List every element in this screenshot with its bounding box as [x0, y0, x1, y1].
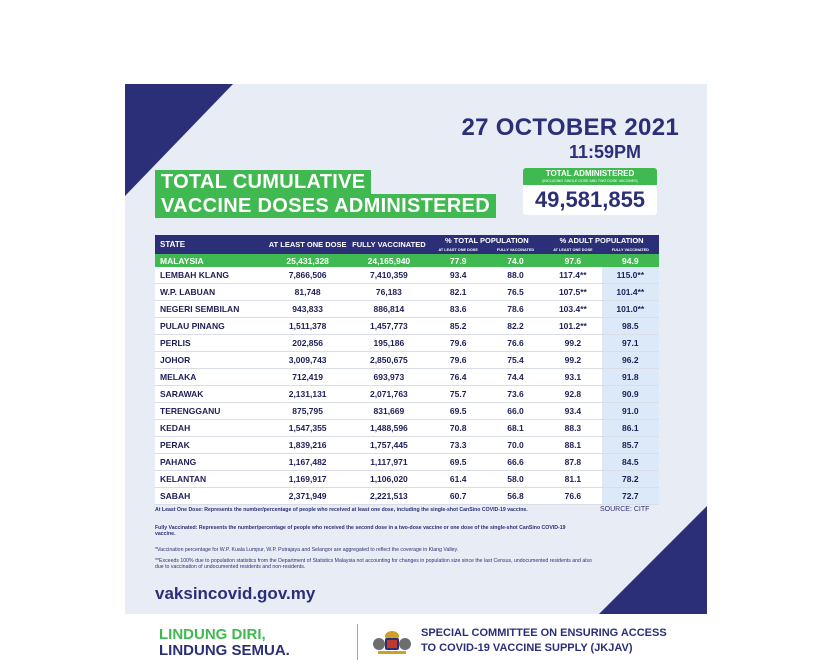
total-label: TOTAL ADMINISTERED — [523, 168, 657, 179]
cell-pct-total-full: 66.0 — [487, 403, 544, 420]
total-sublabel: (INCLUDING SINGLE DOSE AND TWO DOSE VACCINES) — [523, 179, 657, 185]
cell-at-least-one: 7,866,506 — [267, 267, 348, 284]
header-pct-total: % TOTAL POPULATION — [430, 235, 545, 247]
cell-pct-total-one: 61.4 — [430, 471, 487, 488]
cell-pct-adult-one: 99.2 — [544, 335, 601, 352]
cell-fully: 831,669 — [348, 403, 429, 420]
cell-state: PERAK — [155, 437, 267, 454]
cell-at-least-one: 202,856 — [267, 335, 348, 352]
table-row — [155, 403, 659, 420]
cell-state: PAHANG — [155, 454, 267, 471]
cell-pct-total-full: 88.0 — [487, 267, 544, 284]
cell-pct-adult-one: 93.1 — [544, 369, 601, 386]
cell-state: KELANTAN — [155, 471, 267, 488]
note-star: *Vaccination percentage for W.P. Kuala Lumpur, W.P. Putrajaya and Selangor are aggregated to reflect the coverage in Klang Valley. — [155, 547, 459, 553]
cell-at-least-one: 2,131,131 — [267, 386, 348, 403]
cell-fully: 693,973 — [348, 369, 429, 386]
cell-fully: 24,165,940 — [348, 254, 429, 267]
cell-pct-adult-one: 87.8 — [544, 454, 601, 471]
cell-pct-total-one: 85.2 — [430, 318, 487, 335]
table-row — [155, 488, 659, 505]
table-row-malaysia — [155, 254, 659, 267]
cell-pct-total-full: 66.6 — [487, 454, 544, 471]
table-row — [155, 301, 659, 318]
cell-pct-total-one: 75.7 — [430, 386, 487, 403]
cell-pct-adult-one: 107.5** — [544, 284, 601, 301]
cell-pct-adult-full: 85.7 — [602, 437, 659, 454]
footer-bar — [125, 614, 707, 668]
cell-at-least-one: 1,169,917 — [267, 471, 348, 488]
cell-pct-adult-full: 84.5 — [602, 454, 659, 471]
cell-state: SARAWAK — [155, 386, 267, 403]
cell-pct-total-one: 82.1 — [430, 284, 487, 301]
cell-at-least-one: 1,511,378 — [267, 318, 348, 335]
subheader-adult-one: AT LEAST ONE DOSE — [544, 247, 601, 254]
committee-line2: TO COVID-19 VACCINE SUPPLY (JKJAV) — [421, 642, 633, 654]
cell-pct-adult-one: 88.3 — [544, 420, 601, 437]
header-fully: FULLY VACCINATED — [348, 235, 429, 254]
report-time: 11:59PM — [568, 142, 641, 162]
cell-pct-adult-one: 76.6 — [544, 488, 601, 505]
table-row — [155, 318, 659, 335]
cell-at-least-one: 1,167,482 — [267, 454, 348, 471]
header-pct-adult: % ADULT POPULATION — [544, 235, 659, 247]
subheader-adult-full: FULLY VACCINATED — [602, 247, 659, 254]
cell-pct-adult-full: 96.2 — [602, 352, 659, 369]
cell-pct-adult-one: 92.8 — [544, 386, 601, 403]
header-state: STATE — [155, 235, 267, 254]
cell-pct-adult-one: 88.1 — [544, 437, 601, 454]
table-row — [155, 369, 659, 386]
cell-state: NEGERI SEMBILAN — [155, 301, 267, 318]
header-at-least-one: AT LEAST ONE DOSE — [267, 235, 348, 254]
cell-pct-adult-full: 91.0 — [602, 403, 659, 420]
cell-state: LEMBAH KLANG — [155, 267, 267, 284]
report-date: 27 OCTOBER 2021 — [461, 114, 679, 141]
cell-state: KEDAH — [155, 420, 267, 437]
cell-fully: 2,221,513 — [348, 488, 429, 505]
corner-decoration-bottom-right — [599, 506, 707, 614]
cell-pct-total-one: 60.7 — [430, 488, 487, 505]
cell-at-least-one: 2,371,949 — [267, 488, 348, 505]
cell-pct-total-one: 76.4 — [430, 369, 487, 386]
table-row — [155, 454, 659, 471]
cell-state: MELAKA — [155, 369, 267, 386]
cell-fully: 7,410,359 — [348, 267, 429, 284]
cell-pct-adult-full: 98.5 — [602, 318, 659, 335]
note-at-least-one: At Least One Dose: Represents the number/percentage of people who received at least one dose, including the single-shot CanSino COVID-19 vaccine. — [155, 507, 528, 513]
cell-fully: 1,488,596 — [348, 420, 429, 437]
total-value: 49,581,855 — [523, 185, 657, 215]
cell-at-least-one: 81,748 — [267, 284, 348, 301]
cell-at-least-one: 943,833 — [267, 301, 348, 318]
coat-of-arms-icon — [370, 628, 414, 656]
vaccination-table — [155, 235, 659, 505]
cell-pct-total-one: 69.5 — [430, 454, 487, 471]
slogan-line1: LINDUNG DIRI, — [159, 626, 266, 643]
cell-pct-total-full: 74.0 — [487, 254, 544, 267]
cell-pct-total-full: 78.6 — [487, 301, 544, 318]
table-row — [155, 267, 659, 284]
cell-pct-total-full: 76.5 — [487, 284, 544, 301]
cell-fully: 1,106,020 — [348, 471, 429, 488]
cell-pct-total-one: 73.3 — [430, 437, 487, 454]
cell-pct-adult-full: 78.2 — [602, 471, 659, 488]
cell-state: PULAU PINANG — [155, 318, 267, 335]
cell-pct-adult-full: 72.7 — [602, 488, 659, 505]
table-row — [155, 386, 659, 403]
cell-pct-adult-full: 90.9 — [602, 386, 659, 403]
cell-pct-adult-full: 101.4** — [602, 284, 659, 301]
cell-pct-adult-full: 115.0** — [602, 267, 659, 284]
cell-state: MALAYSIA — [155, 254, 267, 267]
cell-pct-adult-full: 86.1 — [602, 420, 659, 437]
note-fully: Fully Vaccinated: Represents the number/percentage of people who received the second dose in a two-dose vaccine or one dose of the single-shot CanSino COVID-19 vaccine. — [155, 525, 566, 537]
table-row — [155, 335, 659, 352]
cell-fully: 1,117,971 — [348, 454, 429, 471]
cell-at-least-one: 712,419 — [267, 369, 348, 386]
cell-at-least-one: 1,839,216 — [267, 437, 348, 454]
cell-at-least-one: 3,009,743 — [267, 352, 348, 369]
cell-pct-adult-one: 93.4 — [544, 403, 601, 420]
cell-pct-total-full: 58.0 — [487, 471, 544, 488]
cell-state: SABAH — [155, 488, 267, 505]
cell-state: W.P. LABUAN — [155, 284, 267, 301]
subheader-total-one: AT LEAST ONE DOSE — [430, 247, 487, 254]
cell-fully: 76,183 — [348, 284, 429, 301]
slogan-line2: LINDUNG SEMUA. — [159, 642, 290, 659]
cell-pct-total-one: 70.8 — [430, 420, 487, 437]
cell-pct-total-full: 76.6 — [487, 335, 544, 352]
cell-pct-adult-one: 103.4** — [544, 301, 601, 318]
cell-pct-adult-one: 101.2** — [544, 318, 601, 335]
cell-pct-total-one: 83.6 — [430, 301, 487, 318]
cell-pct-adult-full: 101.0** — [602, 301, 659, 318]
cell-state: TERENGGANU — [155, 403, 267, 420]
cell-pct-adult-full: 91.8 — [602, 369, 659, 386]
cell-fully: 886,814 — [348, 301, 429, 318]
table-row — [155, 437, 659, 454]
cell-pct-total-full: 56.8 — [487, 488, 544, 505]
cell-pct-adult-one: 99.2 — [544, 352, 601, 369]
cell-pct-adult-one: 81.1 — [544, 471, 601, 488]
cell-pct-total-full: 70.0 — [487, 437, 544, 454]
cell-pct-total-full: 82.2 — [487, 318, 544, 335]
cell-state: PERLIS — [155, 335, 267, 352]
cell-pct-adult-one: 97.6 — [544, 254, 601, 267]
cell-at-least-one: 875,795 — [267, 403, 348, 420]
cell-at-least-one: 1,547,355 — [267, 420, 348, 437]
cell-pct-total-one: 69.5 — [430, 403, 487, 420]
headline-line1: TOTAL CUMULATIVE — [155, 170, 371, 194]
cell-state: JOHOR — [155, 352, 267, 369]
cell-pct-total-one: 77.9 — [430, 254, 487, 267]
cell-pct-total-full: 68.1 — [487, 420, 544, 437]
headline-line2: VACCINE DOSES ADMINISTERED — [155, 194, 496, 218]
cell-pct-adult-one: 117.4** — [544, 267, 601, 284]
cell-pct-total-one: 79.6 — [430, 352, 487, 369]
cell-fully: 2,850,675 — [348, 352, 429, 369]
subheader-total-full: FULLY VACCINATED — [487, 247, 544, 254]
table-row — [155, 471, 659, 488]
committee-line1: SPECIAL COMMITTEE ON ENSURING ACCESS — [421, 627, 667, 639]
cell-pct-total-one: 79.6 — [430, 335, 487, 352]
cell-pct-total-one: 93.4 — [430, 267, 487, 284]
cell-pct-total-full: 75.4 — [487, 352, 544, 369]
footer-divider — [357, 624, 358, 660]
cell-fully: 1,457,773 — [348, 318, 429, 335]
note-double-star: **Exceeds 100% due to population statistics from the Department of Statistics Malaysia not accounting for changes in population size since the last Census, undocumented residents and also due to vaccination of undocumented residents and non-residents. — [155, 558, 592, 570]
cell-at-least-one: 25,431,328 — [267, 254, 348, 267]
cell-fully: 195,186 — [348, 335, 429, 352]
source-note: SOURCE: CITF — [600, 506, 650, 513]
total-administered-box — [523, 168, 657, 215]
cell-fully: 1,757,445 — [348, 437, 429, 454]
cell-pct-total-full: 73.6 — [487, 386, 544, 403]
cell-pct-adult-full: 97.1 — [602, 335, 659, 352]
cell-pct-adult-full: 94.9 — [602, 254, 659, 267]
cell-fully: 2,071,763 — [348, 386, 429, 403]
website-link[interactable]: vaksincovid.gov.my — [155, 584, 316, 603]
table-row — [155, 284, 659, 301]
table-row — [155, 420, 659, 437]
cell-pct-total-full: 74.4 — [487, 369, 544, 386]
table-row — [155, 352, 659, 369]
infographic-card — [125, 84, 707, 668]
